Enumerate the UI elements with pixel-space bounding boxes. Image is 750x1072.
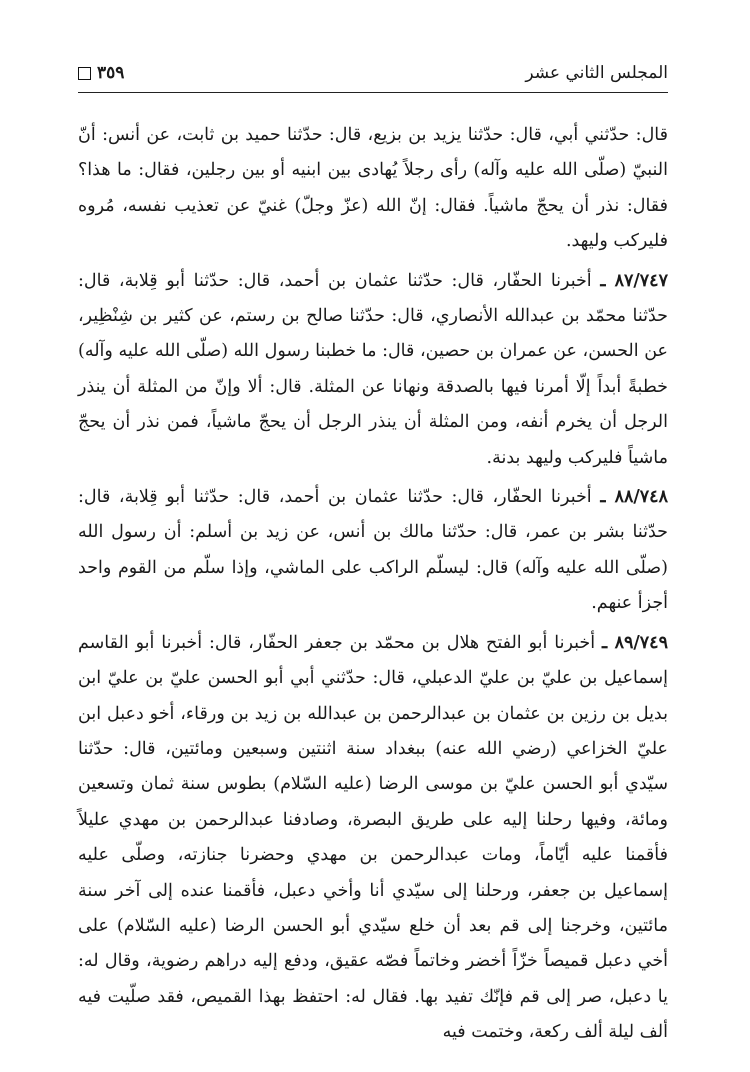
page-number-block bbox=[78, 63, 124, 83]
header-rule bbox=[78, 92, 668, 93]
hadith-paragraph-continued: قال: حدّثني أبي، قال: حدّثنا يزيد بن بزيع، قال: حدّثنا حميد بن ثابت، عن أنس: أنّ النبيّ (صلّى الله عليه وآله) رأى رجلاً يُهادى بين ابنيه أو بين رجلين، فقال: ما هذا؟ فقال: نذر أن يحجّ ماشياً. فقال: إنّ الله (عزّ وجلّ) غنيّ عن تعذيب نفسه، مُروه فليركب وليهد. bbox=[78, 125, 668, 252]
chapter-title: المجلس الثاني عشر bbox=[525, 63, 668, 83]
hadith-number: ٨٨/٧٤٨ ـ bbox=[600, 487, 668, 508]
hadith-text: أخبرنا أبو الفتح هلال بن محمّد بن جعفر الحفّار، قال: أخبرنا أبو القاسم إسماعيل بن عليّ بن عليّ الدعبلي، قال: حدّثني أبي أبو الحسن عليّ بن عليّ ابن بديل بن رزين بن عثمان بن عبدالرحمن بن عبدالله بن زيد بن ورقاء، أخو دعبل ابن عليّ الخزاعي (رضي الله عنه) ببغداد سنة اثنتين وسبعين ومائتين، قال: حدّثنا سيّدي أبو الحسن عليّ بن موسى الرضا (عليه السّلام) بطوس سنة ثمان وتسعين ومائة، وفيها رحلنا إليه على طريق البصرة، وصادفنا عبدالرحمن بن مهدي عليلاً فأقمنا عليه أيّاماً، ومات عبدالرحمن بن مهدي وحضرنا جنازته، وصلّى عليه إسماعيل بن جعفر، ورحلنا إلى سيّدي أنا وأخي دعبل، فأقمنا عنده إلى آخر سنة مائتين، وخرجنا إلى قم بعد أن خلع سيّدي أبو الحسن الرضا (عليه السّلام) على أخي دعبل قميصاً خزّاً أخضر وخاتماً فصّه عقيق، ودفع إليه دراهم رضوية، وقال له: يا دعبل، صر إلى قم فإنّك تفيد بها. فقال له: احتفظ بهذا القميص، فقد صلّيت فيه ألف ليلة ألف ركعة، وختمت فيه bbox=[78, 632, 668, 1043]
page-header bbox=[78, 56, 668, 90]
page-body bbox=[78, 118, 668, 1051]
hadith-paragraph bbox=[78, 480, 668, 622]
page-number: ٣٥٩ bbox=[97, 63, 125, 83]
square-marker-icon bbox=[78, 67, 91, 80]
hadith-number: ٨٧/٧٤٧ ـ bbox=[600, 270, 668, 291]
hadith-number: ٨٩/٧٤٩ ـ bbox=[602, 632, 668, 653]
hadith-paragraph bbox=[78, 264, 668, 476]
hadith-text: أخبرنا الحفّار، قال: حدّثنا عثمان بن أحمد، قال: حدّثنا أبو قِلابة، قال: حدّثنا بشر بن عمر، قال: حدّثنا مالك بن أنس، عن زيد بن أسلم: أن رسول الله (صلّى الله عليه وآله) قال: ليسلّم الراكب على الماشي، وإذا سلّم من القوم واحد أجزأ عنهم. bbox=[78, 487, 668, 614]
hadith-text: أخبرنا الحفّار، قال: حدّثنا عثمان بن أحمد، قال: حدّثنا أبو قِلابة، قال: حدّثنا محمّد بن عبدالله الأنصاري، قال: حدّثنا صالح بن رستم، عن كثير بن شِنْظِير، عن الحسن، عن عمران بن حصين، قال: ما خطبنا رسول الله (صلّى الله عليه وآله) خطبةً أبداً إلّا أمرنا فيها بالصدقة ونهانا عن المثلة. قال: ألا وإنّ من المثلة أن ينذر الرجل أن يخرم أنفه، ومن المثلة أن ينذر الرجل أن يحجّ ماشياً، فمن نذر أن يحجّ ماشياً فليركب وليهد بدنة. bbox=[78, 270, 668, 468]
hadith-paragraph bbox=[78, 626, 668, 1051]
